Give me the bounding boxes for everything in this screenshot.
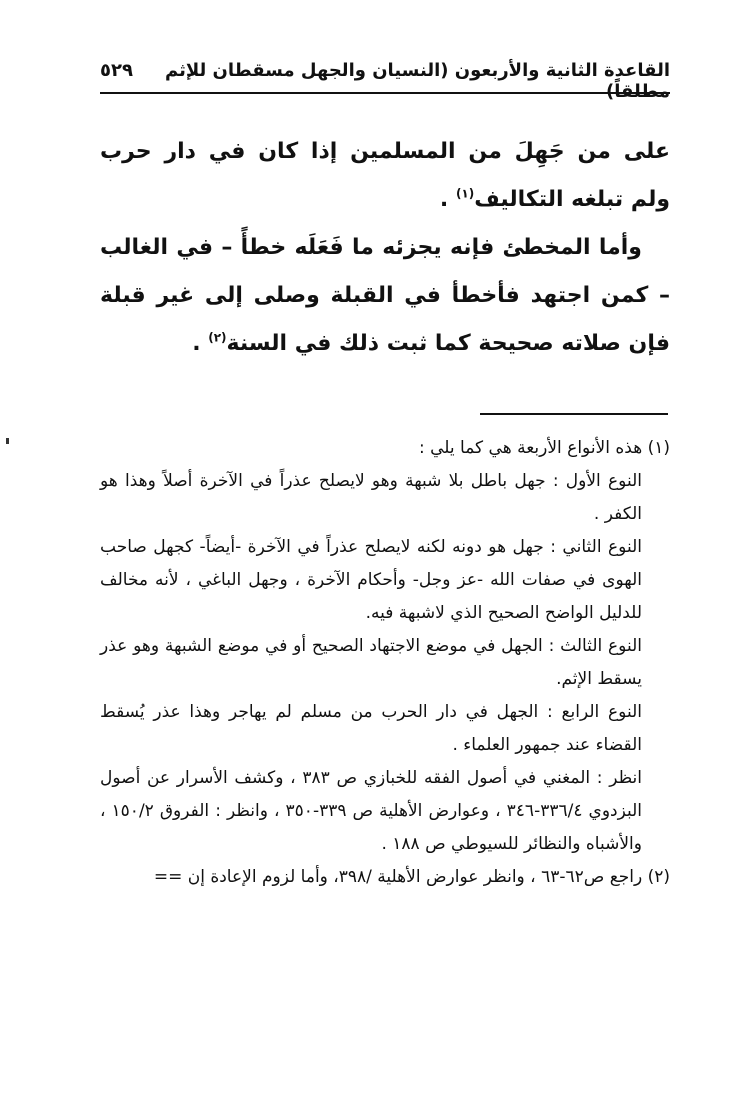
footnote-type-3: النوع الثالث : الجهل في موضع الاجتهاد الصحيح أو في موضع الشبهة وهو عذر يسقط الإثم.: [100, 636, 642, 689]
footnote-divider: [480, 413, 668, 415]
main-text: [100, 128, 670, 368]
footnote-type-4: النوع الرابع : الجهل في دار الحرب من مسلم لم يهاجر وهذا عذر يُسقط القضاء عند جمهور العلماء .: [100, 702, 642, 755]
paragraph-1-end: .: [439, 187, 456, 212]
footnote-ref-1[interactable]: (١): [455, 186, 475, 201]
paragraph-1-text: على من جَهِلَ من المسلمين إذا كان في دار حرب ولم تبلغه التكاليف: [100, 139, 670, 212]
running-header: [100, 56, 670, 102]
header-divider: [100, 92, 670, 94]
page-number: ٥٢٩: [100, 60, 133, 81]
footnote-ref-2[interactable]: (٢): [208, 330, 227, 345]
scan-speck: [6, 438, 9, 444]
footnote-type-2: النوع الثاني : جهل هو دونه لكنه لايصلح عذراً في الآخرة -أيضاً- كجهل صاحب الهوى في صفات الله -عز وجل- وأحكام الآخرة ، وجهل الباغي ، لأنه مخالف للدليل الواضح الصحيح الذي لاشبهة فيه.: [100, 537, 642, 623]
footnotes-section: [100, 432, 670, 894]
footnote-references: انظر : المغني في أصول الفقه للخبازي ص ٣٨٣ ، وكشف الأسرار عن أصول البزدوي ٣٣٦/٤-٣٤٦ ، وعوارض الأهلية ص ٣٣٩-٣٥٠ ، وانظر : الفروق ١٥٠/٢ ، والأشباه والنظائر للسيوطي ص ١٨٨ .: [100, 768, 643, 854]
paragraph-2: [100, 224, 670, 368]
footnote-type-1: النوع الأول : جهل باطل بلا شبهة وهو لايصلح عذراً في الآخرة أصلاً وهذا هو الكفر .: [100, 471, 642, 524]
paragraph-2-end: .: [192, 331, 209, 356]
paragraph-2-text: وأما المخطئ فإنه يجزئه ما فَعَلَه خطأً – في الغالب – كمن اجتهد فأخطأ في القبلة وصلى إلى غير قبلة فإن صلاته صحيحة كما ثبت ذلك في السنة: [100, 235, 670, 356]
paragraph-1: [100, 128, 670, 224]
chapter-title: القاعدة الثانية والأربعون (النسيان والجهل مسقطان للإثم مطلقاً): [164, 60, 670, 102]
footnote-1-intro: (١) هذه الأنواع الأربعة هي كما يلي :: [418, 438, 670, 458]
footnote-2: (٢) راجع ص٦٢-٦٣ ، وانظر عوارض الأهلية /٣٩٨، وأما لزوم الإعادة إن ==: [153, 867, 670, 887]
